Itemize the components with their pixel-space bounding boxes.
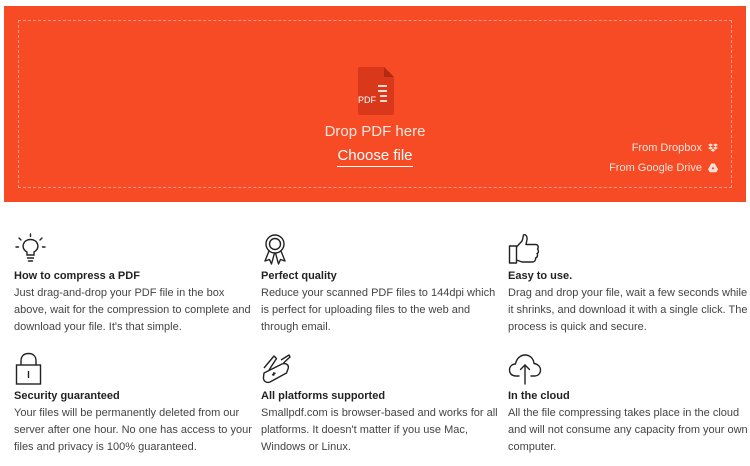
drop-instruction: Drop PDF here [324, 123, 426, 140]
feature-title: Easy to use. [508, 270, 573, 282]
feature-title: Security guaranteed [14, 390, 120, 402]
feature-description: Your files will be permanently deleted from our server after one hour. No one has access to your files and privacy is 100% guaranteed. [14, 407, 252, 453]
pdf-file-icon [356, 67, 396, 115]
feature-description: Drag and drop your file, wait a few seconds while it shrinks, and download it with a single click. The process is quick and secure. [508, 287, 748, 333]
from-google-drive-link[interactable] [609, 161, 718, 175]
from-dropbox-label: From Dropbox [631, 142, 702, 154]
feature-title: All platforms supported [261, 390, 386, 402]
from-dropbox-link[interactable] [632, 141, 718, 155]
feature-description: Smallpdf.com is browser-based and works for all platforms. It doesn't matter if you use Mac, Windows or Linux. [261, 407, 498, 453]
padlock-icon [14, 352, 48, 386]
choose-file-button[interactable]: Choose file [337, 147, 412, 167]
lightbulb-icon [14, 232, 48, 266]
dropbox-icon [708, 143, 718, 153]
feature-description: Reduce your scanned PDF files to 144dpi which is perfect for uploading files to the web and through email. [261, 287, 496, 333]
cloud-upload-icon [508, 352, 542, 386]
award-ribbon-icon [261, 232, 295, 266]
feature-description: All the file compressing takes place in the cloud and will not consume any capacity from your own computer. [508, 407, 748, 453]
google-drive-icon [708, 163, 718, 173]
swiss-knife-icon [261, 352, 295, 386]
feature-title: Perfect quality [261, 270, 337, 282]
from-google-drive-label: From Google Drive [609, 162, 702, 174]
feature-description: Just drag-and-drop your PDF file in the box above, wait for the compression to complete and download your file. It's that simple. [14, 287, 251, 333]
thumbs-up-icon [508, 232, 542, 266]
feature-title: In the cloud [508, 390, 570, 402]
feature-title: How to compress a PDF [14, 270, 140, 282]
pdf-badge-text: PDF [358, 95, 376, 105]
